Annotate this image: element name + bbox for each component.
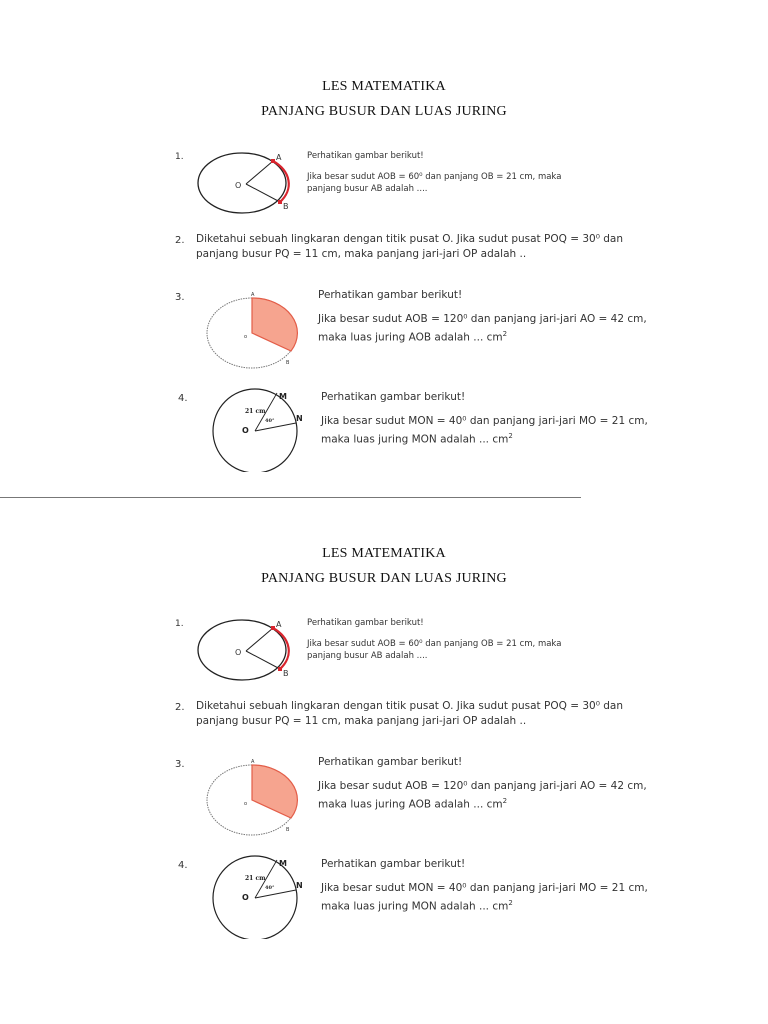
question-1-text <box>307 150 607 195</box>
point-n-label: N <box>296 414 303 423</box>
center-o-label: O <box>235 181 242 190</box>
question-2-line-2: panjang busur PQ = 11 cm, maka panjang jari-jari OP adalah .. <box>196 248 527 260</box>
point-a-label: A <box>251 759 255 765</box>
question-4-line-1: Jika besar sudut MON = 40⁰ dan panjang jari-jari MO = 21 cm, <box>321 882 648 894</box>
page-title: LES MATEMATIKA <box>322 79 446 94</box>
question-2-text <box>196 232 636 262</box>
point-a-label: A <box>276 153 282 162</box>
question-1-number: 1. <box>175 152 184 162</box>
center-o-label: O <box>242 893 249 902</box>
question-3-number: 3. <box>175 292 185 303</box>
question-4-intro: Perhatikan gambar berikut! <box>321 858 466 870</box>
question-1-line-2: panjang busur AB adalah .... <box>307 651 428 661</box>
question-3-line-1: Jika besar sudut AOB = 120⁰ dan panjang jari-jari AO = 42 cm, <box>318 780 647 792</box>
question-4-number: 4. <box>178 393 188 404</box>
point-b-label: B <box>283 669 289 678</box>
question-2-number: 2. <box>175 235 185 246</box>
question-1-intro: Perhatikan gambar berikut! <box>307 618 424 628</box>
unit-exponent: 2 <box>502 797 508 805</box>
question-2-line-1: Diketahui sebuah lingkaran dengan titik pusat O. Jika sudut pusat POQ = 30⁰ dan <box>196 700 623 712</box>
question-3-text <box>318 288 648 346</box>
question-4-line-2: maka luas juring MON adalah ... cm <box>321 900 509 913</box>
question-2-number: 2. <box>175 702 185 713</box>
point-b-label: B <box>286 360 290 366</box>
center-o-label: o <box>244 801 248 807</box>
question-3-line-1: Jika besar sudut AOB = 120⁰ dan panjang jari-jari AO = 42 cm, <box>318 313 647 325</box>
question-3-intro: Perhatikan gambar berikut! <box>318 756 463 768</box>
unit-exponent: 2 <box>508 432 513 440</box>
question-3-figure <box>200 757 310 837</box>
question-4-text <box>321 857 651 915</box>
question-1-line-1: Jika besar sudut AOB = 60⁰ dan panjang OB = 21 cm, maka <box>307 639 562 649</box>
center-o-label: o <box>244 334 248 340</box>
question-1-figure <box>195 149 300 215</box>
question-2-line-1: Diketahui sebuah lingkaran dengan titik pusat O. Jika sudut pusat POQ = 30⁰ dan <box>196 233 623 245</box>
point-a-label: A <box>251 292 255 298</box>
question-4-figure <box>205 387 315 472</box>
question-4-number: 4. <box>178 860 188 871</box>
question-4-text <box>321 390 651 448</box>
question-4-line-2: maka luas juring MON adalah ... cm <box>321 433 509 446</box>
worksheet-sheet-2 <box>0 467 768 937</box>
point-m-label: M <box>279 392 287 401</box>
question-3-text <box>318 755 648 813</box>
question-1-line-1: Jika besar sudut AOB = 60⁰ dan panjang OB = 21 cm, maka <box>307 172 562 182</box>
worksheet-sheet-1 <box>0 0 768 470</box>
question-3-line-2: maka luas juring AOB adalah ... cm <box>318 798 503 811</box>
question-2-line-2: panjang busur PQ = 11 cm, maka panjang jari-jari OP adalah .. <box>196 715 527 727</box>
question-3-figure <box>200 290 310 370</box>
angle-label: 40° <box>265 418 275 424</box>
page-subtitle: PANJANG BUSUR DAN LUAS JURING <box>261 571 507 586</box>
point-n-label: N <box>296 881 303 890</box>
question-1-figure <box>195 616 300 682</box>
unit-exponent: 2 <box>502 330 508 338</box>
question-3-intro: Perhatikan gambar berikut! <box>318 289 463 301</box>
point-b-label: B <box>286 827 290 833</box>
center-o-label: O <box>242 426 249 435</box>
unit-exponent: 2 <box>508 899 513 907</box>
question-3-number: 3. <box>175 759 185 770</box>
page-subtitle: PANJANG BUSUR DAN LUAS JURING <box>261 104 507 119</box>
radius-label: 21 cm <box>245 875 266 882</box>
angle-label: 40° <box>265 885 275 891</box>
radius-label: 21 cm <box>245 408 266 415</box>
question-4-intro: Perhatikan gambar berikut! <box>321 391 466 403</box>
center-o-label: O <box>235 648 242 657</box>
question-1-number: 1. <box>175 619 184 629</box>
question-2-text <box>196 699 636 729</box>
page-title: LES MATEMATIKA <box>322 546 446 561</box>
question-1-text <box>307 617 607 662</box>
question-4-line-1: Jika besar sudut MON = 40⁰ dan panjang jari-jari MO = 21 cm, <box>321 415 648 427</box>
question-1-intro: Perhatikan gambar berikut! <box>307 151 424 161</box>
point-b-label: B <box>283 202 289 211</box>
point-m-label: M <box>279 859 287 868</box>
question-4-figure <box>205 854 315 939</box>
point-a-label: A <box>276 620 282 629</box>
question-1-line-2: panjang busur AB adalah .... <box>307 184 428 194</box>
question-3-line-2: maka luas juring AOB adalah ... cm <box>318 331 503 344</box>
